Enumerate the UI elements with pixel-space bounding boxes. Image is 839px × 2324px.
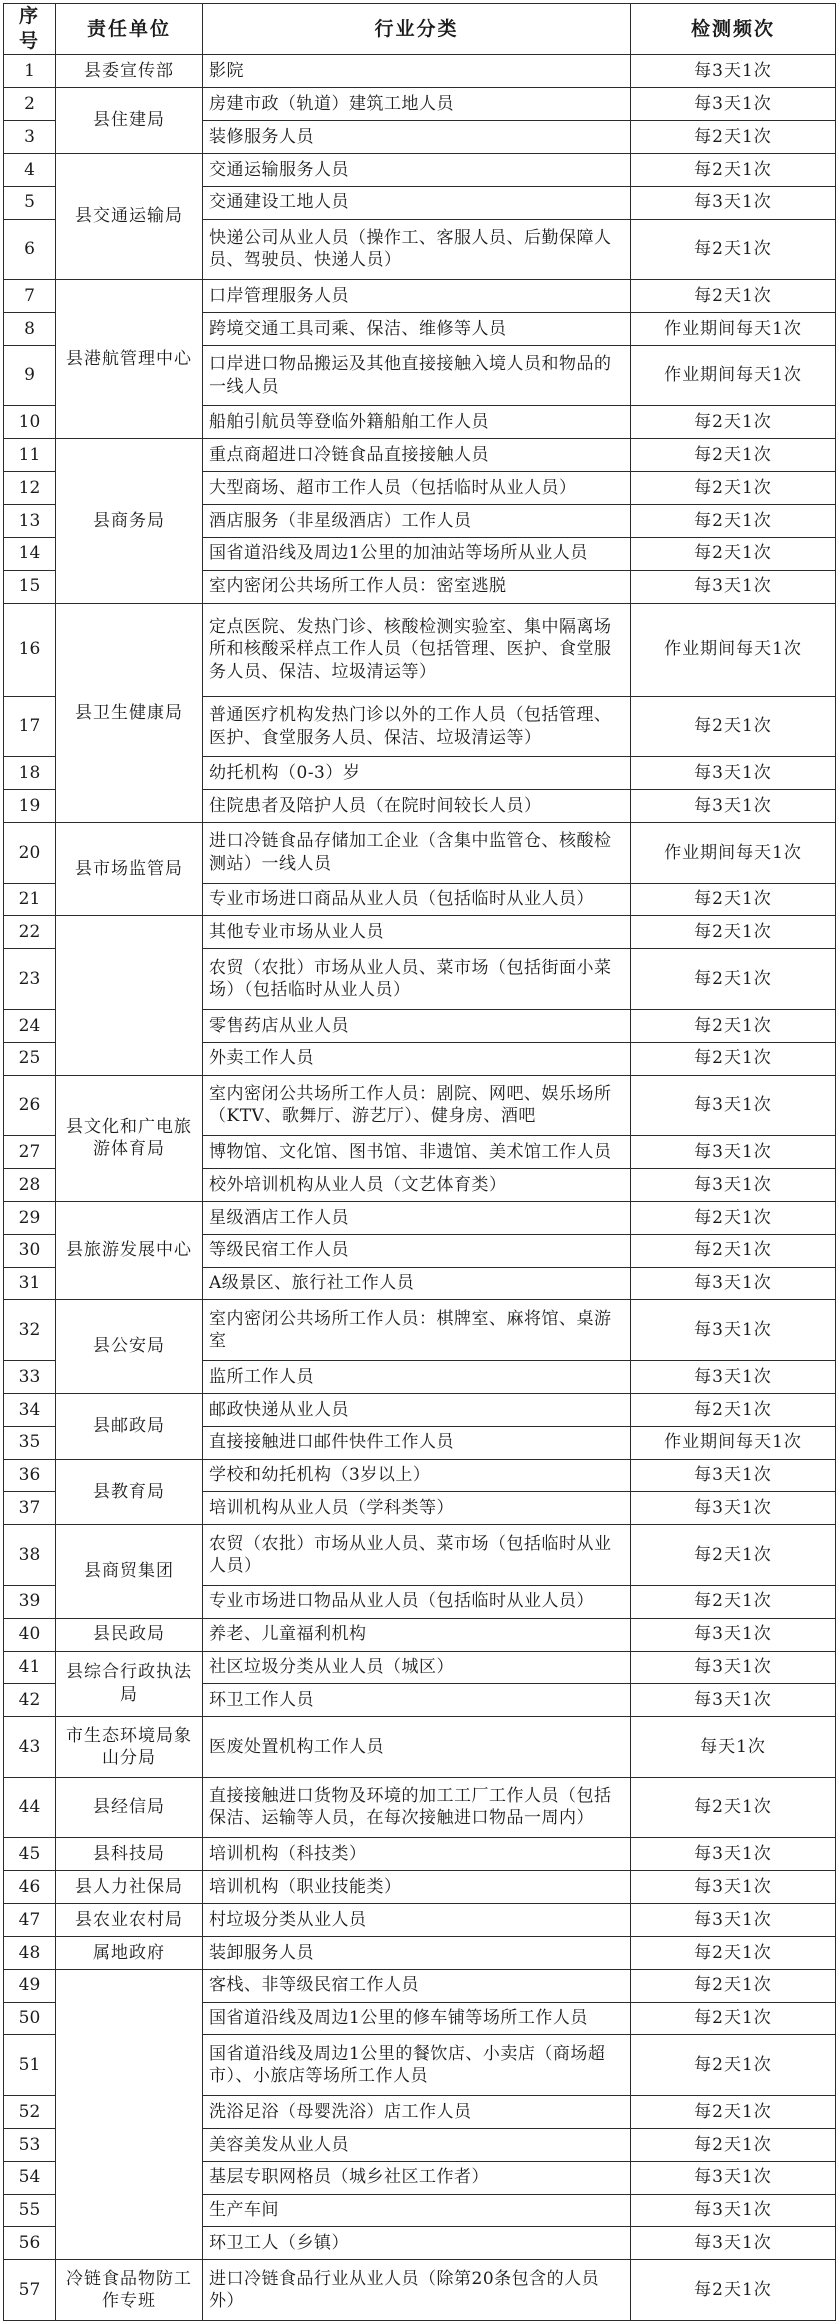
row-number: 17 [4, 696, 56, 756]
row-number: 31 [4, 1267, 56, 1300]
testing-frequency: 每2天1次 [631, 504, 836, 537]
row-number: 11 [4, 439, 56, 472]
responsible-unit: 县民政局 [56, 1618, 203, 1651]
row-number: 2 [4, 88, 56, 121]
industry-category: 船舶引航员等登临外籍船舶工作人员 [203, 406, 631, 439]
industry-category: 其他专业市场从业人员 [203, 916, 631, 949]
table-row [4, 55, 836, 88]
row-number: 23 [4, 949, 56, 1009]
testing-frequency: 每3天1次 [631, 1168, 836, 1201]
row-number: 19 [4, 790, 56, 823]
testing-frequency: 每2天1次 [631, 439, 836, 472]
testing-frequency: 每3天1次 [631, 2161, 836, 2194]
header-testing-frequency: 检测频次 [631, 4, 836, 55]
testing-frequency: 每2天1次 [631, 916, 836, 949]
testing-frequency: 每2天1次 [631, 1585, 836, 1618]
testing-frequency: 每2天1次 [631, 2095, 836, 2128]
industry-category: 交通运输服务人员 [203, 153, 631, 186]
responsible-unit: 县农业农村局 [56, 1903, 203, 1936]
responsible-unit: 县交通运输局 [56, 153, 203, 279]
row-number: 20 [4, 823, 56, 883]
industry-category: 农贸（农批）市场从业人员、菜市场（包括街面小菜场）（包括临时从业人员） [203, 949, 631, 1009]
row-number: 53 [4, 2128, 56, 2161]
testing-frequency: 每3天1次 [631, 2194, 836, 2227]
header-responsible-unit: 责任单位 [56, 4, 203, 55]
row-number: 6 [4, 219, 56, 279]
row-number: 9 [4, 345, 56, 405]
table-body [4, 55, 836, 2321]
table-row [4, 1651, 836, 1684]
industry-category: 进口冷链食品存储加工企业（含集中监管仓、核酸检测站）一线人员 [203, 823, 631, 883]
industry-category: 等级民宿工作人员 [203, 1234, 631, 1267]
row-number: 47 [4, 1903, 56, 1936]
table-row [4, 1871, 836, 1904]
row-number: 21 [4, 883, 56, 916]
industry-category: 酒店服务（非星级酒店）工作人员 [203, 504, 631, 537]
table-row [4, 1075, 836, 1135]
testing-frequency: 每2天1次 [631, 153, 836, 186]
testing-frequency: 每3天1次 [631, 1136, 836, 1169]
responsible-unit: 县港航管理中心 [56, 280, 203, 439]
row-number: 27 [4, 1136, 56, 1169]
testing-frequency: 每2天1次 [631, 1201, 836, 1234]
row-number: 40 [4, 1618, 56, 1651]
industry-category: 邮政快递从业人员 [203, 1393, 631, 1426]
row-number: 51 [4, 2035, 56, 2095]
industry-category: 定点医院、发热门诊、核酸检测实验室、集中隔离场所和核酸采样点工作人员（包括管理、医护、食堂服务人员、保洁、垃圾清运等） [203, 603, 631, 696]
row-number: 43 [4, 1717, 56, 1777]
header-serial-number: 序号 [4, 4, 56, 55]
table-row [4, 1936, 836, 1969]
row-number: 50 [4, 2002, 56, 2035]
industry-category: 专业市场进口商品从业人员（包括临时从业人员） [203, 883, 631, 916]
testing-frequency: 每3天1次 [631, 570, 836, 603]
industry-category: 星级酒店工作人员 [203, 1201, 631, 1234]
row-number: 22 [4, 916, 56, 949]
industry-category: 培训机构从业人员（学科类等） [203, 1492, 631, 1525]
table-row [4, 2260, 836, 2321]
testing-frequency: 每3天1次 [631, 1871, 836, 1904]
responsible-unit: 县委宣传部 [56, 55, 203, 88]
row-number: 32 [4, 1300, 56, 1360]
testing-frequency: 每3天1次 [631, 1075, 836, 1135]
testing-frequency: 每2天1次 [631, 2035, 836, 2095]
industry-category: 博物馆、文化馆、图书馆、非遗馆、美术馆工作人员 [203, 1136, 631, 1169]
table-row [4, 1618, 836, 1651]
industry-category: 住院患者及陪护人员（在院时间较长人员） [203, 790, 631, 823]
industry-category: 国省道沿线及周边1公里的修车铺等场所工作人员 [203, 2002, 631, 2035]
testing-frequency: 作业期间每天1次 [631, 312, 836, 345]
row-number: 3 [4, 120, 56, 153]
industry-category: 基层专职网格员（城乡社区工作者） [203, 2161, 631, 2194]
industry-category: 口岸管理服务人员 [203, 280, 631, 313]
testing-frequency: 每2天1次 [631, 280, 836, 313]
industry-category: 培训机构（科技类） [203, 1838, 631, 1871]
industry-category: 室内密闭公共场所工作人员：密室逃脱 [203, 570, 631, 603]
testing-frequency: 每2天1次 [631, 2128, 836, 2161]
industry-category: 美容美发从业人员 [203, 2128, 631, 2161]
table-row [4, 439, 836, 472]
testing-frequency: 每2天1次 [631, 2260, 836, 2321]
testing-frequency: 每3天1次 [631, 1651, 836, 1684]
responsible-unit: 县经信局 [56, 1777, 203, 1837]
industry-category: 国省道沿线及周边1公里的餐饮店、小卖店（商场超市）、小旅店等场所工作人员 [203, 2035, 631, 2095]
responsible-unit: 冷链食品物防工作专班 [56, 2260, 203, 2321]
row-number: 14 [4, 537, 56, 570]
industry-category: 培训机构（职业技能类） [203, 1871, 631, 1904]
testing-frequency: 每3天1次 [631, 757, 836, 790]
industry-category: 直接接触进口邮件快件工作人员 [203, 1426, 631, 1459]
industry-category: 国省道沿线及周边1公里的加油站等场所从业人员 [203, 537, 631, 570]
industry-category: A级景区、旅行社工作人员 [203, 1267, 631, 1300]
testing-frequency: 每3天1次 [631, 186, 836, 219]
responsible-unit: 市生态环境局象山分局 [56, 1717, 203, 1777]
testing-frequency: 每3天1次 [631, 55, 836, 88]
row-number: 8 [4, 312, 56, 345]
industry-category: 专业市场进口物品从业人员（包括临时从业人员） [203, 1585, 631, 1618]
industry-category: 环卫工人（乡镇） [203, 2227, 631, 2260]
row-number: 18 [4, 757, 56, 790]
testing-frequency: 每3天1次 [631, 1267, 836, 1300]
row-number: 30 [4, 1234, 56, 1267]
testing-frequency: 每2天1次 [631, 1525, 836, 1585]
industry-category: 跨境交通工具司乘、保洁、维修等人员 [203, 312, 631, 345]
industry-category: 普通医疗机构发热门诊以外的工作人员（包括管理、医护、食堂服务人员、保洁、垃圾清运等） [203, 696, 631, 756]
testing-frequency: 每2天1次 [631, 1234, 836, 1267]
row-number: 12 [4, 472, 56, 505]
table-row [4, 1717, 836, 1777]
row-number: 5 [4, 186, 56, 219]
industry-category: 室内密闭公共场所工作人员：剧院、网吧、娱乐场所（KTV、歌舞厅、游艺厅）、健身房、酒吧 [203, 1075, 631, 1135]
row-number: 46 [4, 1871, 56, 1904]
testing-frequency: 作业期间每天1次 [631, 603, 836, 696]
responsible-unit: 县邮政局 [56, 1393, 203, 1459]
industry-category: 洗浴足浴（母婴洗浴）店工作人员 [203, 2095, 631, 2128]
row-number: 26 [4, 1075, 56, 1135]
testing-frequency: 每3天1次 [631, 1360, 836, 1393]
responsible-unit [56, 916, 203, 1075]
responsible-unit: 县旅游发展中心 [56, 1201, 203, 1300]
testing-frequency: 作业期间每天1次 [631, 345, 836, 405]
row-number: 39 [4, 1585, 56, 1618]
industry-category: 交通建设工地人员 [203, 186, 631, 219]
testing-frequency: 每2天1次 [631, 1009, 836, 1042]
industry-category: 口岸进口物品搬运及其他直接接触入境人员和物品的一线人员 [203, 345, 631, 405]
testing-frequency: 每2天1次 [631, 2002, 836, 2035]
industry-category: 室内密闭公共场所工作人员：棋牌室、麻将馆、桌游室 [203, 1300, 631, 1360]
row-number: 33 [4, 1360, 56, 1393]
row-number: 13 [4, 504, 56, 537]
testing-frequency: 每3天1次 [631, 88, 836, 121]
row-number: 37 [4, 1492, 56, 1525]
row-number: 36 [4, 1459, 56, 1492]
testing-frequency: 每3天1次 [631, 1618, 836, 1651]
row-number: 44 [4, 1777, 56, 1837]
table-row [4, 1969, 836, 2002]
row-number: 34 [4, 1393, 56, 1426]
row-number: 7 [4, 280, 56, 313]
row-number: 54 [4, 2161, 56, 2194]
table-row [4, 1838, 836, 1871]
testing-frequency: 作业期间每天1次 [631, 1426, 836, 1459]
testing-frequency: 每2天1次 [631, 1936, 836, 1969]
testing-frequency: 每3天1次 [631, 790, 836, 823]
table-row [4, 823, 836, 883]
industry-category: 社区垃圾分类从业人员（城区） [203, 1651, 631, 1684]
testing-frequency: 每2天1次 [631, 219, 836, 279]
responsible-unit: 县商贸集团 [56, 1525, 203, 1618]
testing-frequency: 每2天1次 [631, 696, 836, 756]
table-row [4, 88, 836, 121]
row-number: 24 [4, 1009, 56, 1042]
responsible-unit: 县商务局 [56, 439, 203, 603]
industry-category: 村垃圾分类从业人员 [203, 1903, 631, 1936]
row-number: 52 [4, 2095, 56, 2128]
row-number: 10 [4, 406, 56, 439]
responsible-unit: 县文化和广电旅游体育局 [56, 1075, 203, 1201]
table-row [4, 1393, 836, 1426]
row-number: 56 [4, 2227, 56, 2260]
row-number: 55 [4, 2194, 56, 2227]
row-number: 48 [4, 1936, 56, 1969]
testing-frequency: 每2天1次 [631, 1042, 836, 1075]
row-number: 41 [4, 1651, 56, 1684]
row-number: 25 [4, 1042, 56, 1075]
table-row [4, 916, 836, 949]
table-row [4, 1300, 836, 1360]
responsible-unit [56, 1969, 203, 2260]
industry-category: 直接接触进口货物及环境的加工工厂工作人员（包括保洁、运输等人员，在每次接触进口物品一周内） [203, 1777, 631, 1837]
table-row [4, 153, 836, 186]
table-row [4, 280, 836, 313]
industry-category: 装卸服务人员 [203, 1936, 631, 1969]
industry-category: 农贸（农批）市场从业人员、菜市场（包括临时从业人员） [203, 1525, 631, 1585]
testing-frequency: 每3天1次 [631, 1684, 836, 1717]
testing-frequency: 作业期间每天1次 [631, 823, 836, 883]
row-number: 57 [4, 2260, 56, 2321]
table-row [4, 1459, 836, 1492]
industry-category: 环卫工作人员 [203, 1684, 631, 1717]
industry-category: 影院 [203, 55, 631, 88]
table-row [4, 1777, 836, 1837]
table-row [4, 1201, 836, 1234]
row-number: 1 [4, 55, 56, 88]
testing-frequency: 每3天1次 [631, 1492, 836, 1525]
industry-category: 生产车间 [203, 2194, 631, 2227]
table-row [4, 1903, 836, 1936]
industry-category: 养老、儿童福利机构 [203, 1618, 631, 1651]
industry-category: 学校和幼托机构（3岁以上） [203, 1459, 631, 1492]
testing-frequency: 每2天1次 [631, 949, 836, 1009]
industry-category: 客栈、非等级民宿工作人员 [203, 1969, 631, 2002]
industry-category: 零售药店从业人员 [203, 1009, 631, 1042]
row-number: 4 [4, 153, 56, 186]
responsible-unit: 县科技局 [56, 1838, 203, 1871]
testing-frequency: 每天1次 [631, 1717, 836, 1777]
table-row [4, 1525, 836, 1585]
row-number: 16 [4, 603, 56, 696]
industry-category: 大型商场、超市工作人员（包括临时从业人员） [203, 472, 631, 505]
testing-frequency: 每2天1次 [631, 120, 836, 153]
testing-frequency: 每3天1次 [631, 1459, 836, 1492]
responsible-unit: 县综合行政执法局 [56, 1651, 203, 1717]
testing-frequency: 每2天1次 [631, 1393, 836, 1426]
testing-frequency: 每2天1次 [631, 883, 836, 916]
row-number: 38 [4, 1525, 56, 1585]
responsible-unit: 县住建局 [56, 88, 203, 154]
testing-frequency: 每3天1次 [631, 2227, 836, 2260]
testing-frequency: 每2天1次 [631, 537, 836, 570]
industry-category: 幼托机构（0-3）岁 [203, 757, 631, 790]
row-number: 42 [4, 1684, 56, 1717]
responsible-unit: 县教育局 [56, 1459, 203, 1525]
testing-frequency: 每2天1次 [631, 406, 836, 439]
testing-frequency: 每3天1次 [631, 1300, 836, 1360]
industry-category: 房建市政（轨道）建筑工地人员 [203, 88, 631, 121]
industry-category: 进口冷链食品行业从业人员（除第20条包含的人员外） [203, 2260, 631, 2321]
row-number: 49 [4, 1969, 56, 2002]
row-number: 29 [4, 1201, 56, 1234]
header-industry-category: 行业分类 [203, 4, 631, 55]
industry-category: 重点商超进口冷链食品直接接触人员 [203, 439, 631, 472]
testing-frequency: 每3天1次 [631, 1838, 836, 1871]
responsible-unit: 县公安局 [56, 1300, 203, 1393]
responsible-unit: 属地政府 [56, 1936, 203, 1969]
industry-category: 监所工作人员 [203, 1360, 631, 1393]
table-row [4, 603, 836, 696]
responsible-unit: 县卫生健康局 [56, 603, 203, 823]
testing-frequency: 每3天1次 [631, 1903, 836, 1936]
row-number: 45 [4, 1838, 56, 1871]
testing-frequency-table [3, 3, 836, 2321]
row-number: 28 [4, 1168, 56, 1201]
row-number: 15 [4, 570, 56, 603]
industry-category: 校外培训机构从业人员（文艺体育类） [203, 1168, 631, 1201]
industry-category: 医废处置机构工作人员 [203, 1717, 631, 1777]
responsible-unit: 县人力社保局 [56, 1871, 203, 1904]
testing-frequency: 每2天1次 [631, 1969, 836, 2002]
header-row [4, 4, 836, 55]
responsible-unit: 县市场监管局 [56, 823, 203, 916]
industry-category: 外卖工作人员 [203, 1042, 631, 1075]
testing-frequency: 每2天1次 [631, 1777, 836, 1837]
industry-category: 快递公司从业人员（操作工、客服人员、后勤保障人员、驾驶员、快递人员） [203, 219, 631, 279]
industry-category: 装修服务人员 [203, 120, 631, 153]
row-number: 35 [4, 1426, 56, 1459]
testing-frequency: 每2天1次 [631, 472, 836, 505]
